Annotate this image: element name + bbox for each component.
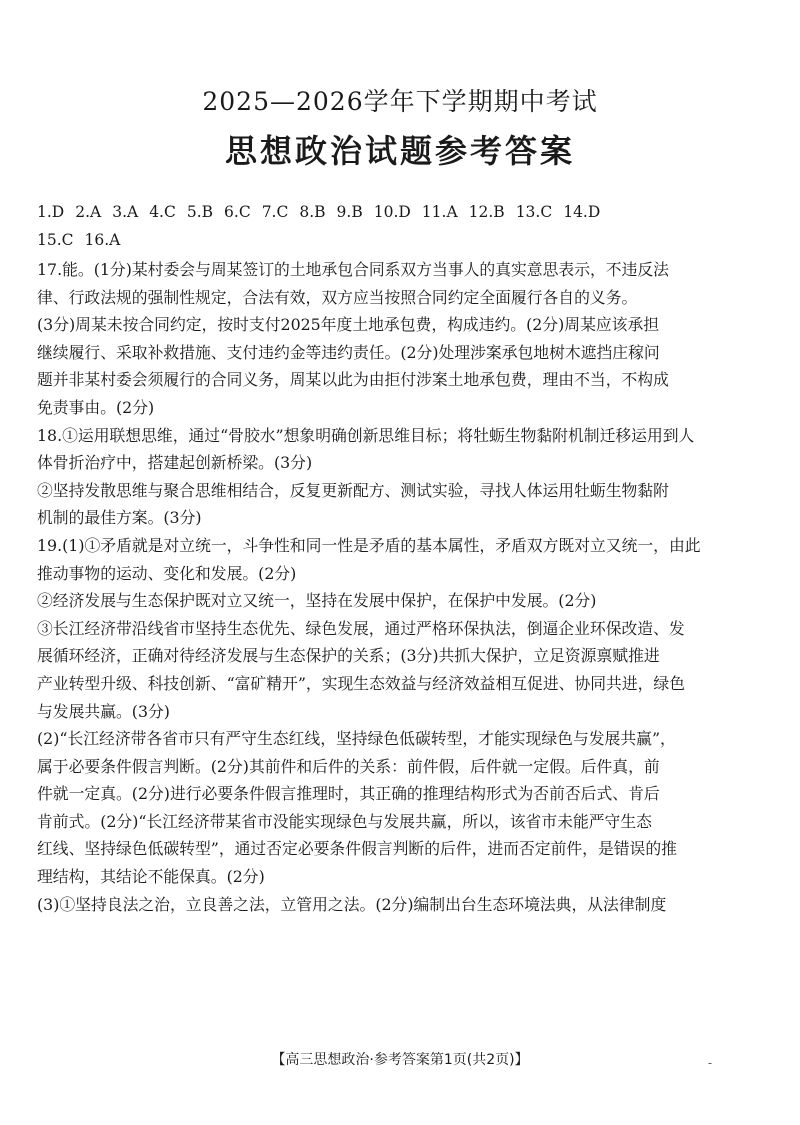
answer-19-line: 与发展共赢。(3分) <box>37 701 170 721</box>
page-corner-mark: - <box>708 1056 713 1070</box>
choice-answer: 7.C <box>261 203 289 221</box>
choice-answer: 4.C <box>149 203 176 221</box>
answer-18-line: 机制的最佳方案。(3分) <box>37 508 202 528</box>
answer-17-line: 继续履行、采取补救措施、支付违约金等违约责任。(2分)处理涉案承包地树木遮挡庄稼问 <box>37 342 660 362</box>
choice-answers <box>37 198 767 254</box>
answer-19-line: 肯前式。(2分)“长江经济带某省市没能实现绿色与发展共赢，所以，该省市未能严守生态 <box>37 811 652 831</box>
answer-19-line: 推动事物的运动、变化和发展。(2分) <box>37 563 297 583</box>
choice-answer: 9.B <box>336 203 363 221</box>
choice-answer: 1.D <box>37 203 65 221</box>
answer-19-line: ②经济发展与生态保护既对立又统一，坚持在发展中保护，在保护中发展。(2分) <box>37 591 597 611</box>
choice-answer: 2.A <box>75 203 102 221</box>
exam-title: 2025—2026学年下学期期中考试 <box>202 87 598 116</box>
page-footer: 【高三思想政治·参考答案第1页(共2页)】 <box>271 1052 529 1068</box>
choice-answer: 5.B <box>186 203 214 221</box>
choice-answer: 16.A <box>84 231 121 249</box>
answer-17-line: (3分)周某未按合同约定，按时支付2025年度土地承包费，构成违约。(2分)周某应该承担 <box>37 315 660 335</box>
choice-answer: 13.C <box>515 203 553 221</box>
answer-19-line: 红线、坚持绿色低碳转型”，通过否定必要条件假言判断的后件，进而否定前件，是错误的推 <box>37 839 677 859</box>
answer-19-line: 属于必要条件假言判断。(2分)其前件和后件的关系：前件假，后件就一定假。后件真，前 <box>37 756 660 776</box>
choice-answer: 14.D <box>563 203 601 221</box>
choice-answer: 15.C <box>37 231 74 249</box>
answer-19-line: 19.(1)①矛盾就是对立统一，斗争性和同一性是矛盾的基本属性，矛盾双方既对立又统一，由此 <box>37 535 701 555</box>
answer-body <box>37 256 767 918</box>
answer-18-line: 18.①运用联想思维，通过“骨胶水”想象明确创新思维目标；将牡蛎生物黏附机制迁移运用到人 <box>37 425 695 445</box>
answer-17-line: 17.能。(1分)某村委会与周某签订的土地承包合同系双方当事人的真实意思表示，不违反法 <box>37 260 669 279</box>
choice-answer: 12.B <box>468 203 505 221</box>
answer-17-line: 题并非某村委会须履行的合同义务，周某以此为由拒付涉案土地承包费，理由不当，不构成 <box>37 370 669 390</box>
choice-answer: 11.A <box>421 203 458 221</box>
choice-answer: 6.C <box>224 203 251 221</box>
answer-19-line: 产业转型升级、科技创新、“富矿精开”，实现生态效益与经济效益相互促进、协同共进，绿色 <box>37 673 686 693</box>
answer-19-line: (2)“长江经济带各省市只有严守生态红线，坚持绿色低碳转型，才能实现绿色与发展共赢”， <box>37 729 676 749</box>
answer-19-line: ③长江经济带沿线省市坚持生态优先、绿色发展，通过严格环保执法，倒逼企业环保改造、发 <box>37 618 685 638</box>
answer-17-line: 免责事由。(2分) <box>37 397 155 417</box>
answer-18-line: 体骨折治疗中，搭建起创新桥梁。(3分) <box>37 453 313 473</box>
choice-answer: 10.D <box>373 203 411 221</box>
choice-answer: 8.B <box>299 203 326 221</box>
answer-18-line: ②坚持发散思维与聚合思维相结合，反复更新配方、测试实验，寻找人体运用牡蛎生物黏附 <box>37 480 669 500</box>
answer-19-line: 理结构，其结论不能保真。(2分) <box>37 867 265 887</box>
answer-19-line: 件就一定真。(2分)进行必要条件假言推理时，其正确的推理结构形式为否前否后式、肯后 <box>37 784 660 804</box>
answer-19-line: 展循环经济，正确对待经济发展与生态保护的关系；(3分)共抓大保护，立足资源禀赋推进 <box>37 646 660 666</box>
choice-answer: 3.A <box>112 203 139 221</box>
answer-17-line: 律、行政法规的强制性规定，合法有效，双方应当按照合同约定全面履行各自的义务。 <box>37 287 638 307</box>
answer-19-line: (3)①坚持良法之治，立良善之法，立管用之法。(2分)编制出台生态环境法典，从法律制度 <box>37 894 667 914</box>
answer-key-title: 思想政治试题参考答案 <box>224 132 575 170</box>
